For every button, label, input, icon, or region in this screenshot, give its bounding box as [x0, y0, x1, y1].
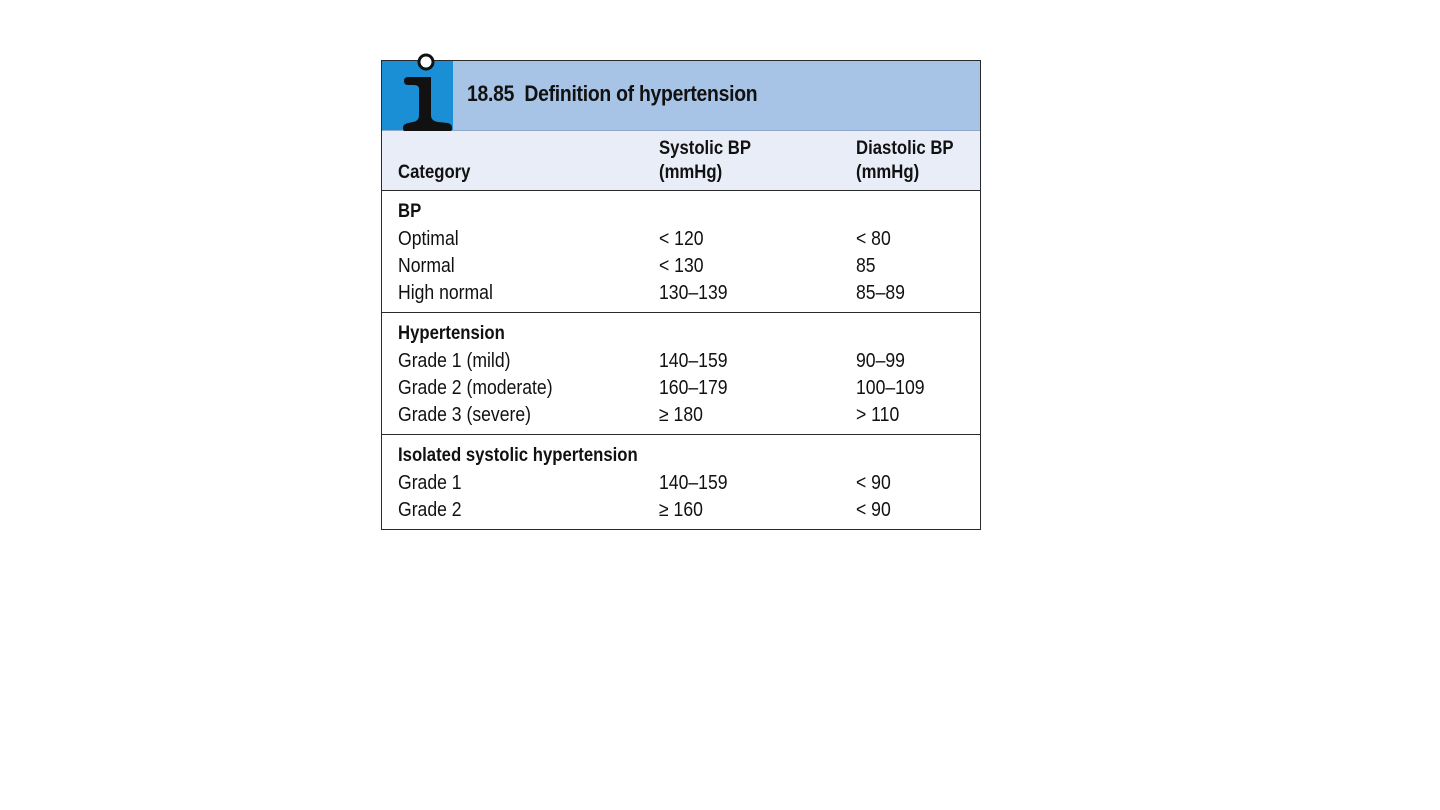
table-row [382, 496, 980, 523]
cell-category: Grade 2 [398, 499, 462, 521]
section-title: BP [398, 201, 422, 222]
box-title-bar [382, 61, 980, 131]
table-row [382, 225, 980, 252]
header-diastolic-line2: (mmHg) [856, 162, 920, 183]
section-bp [382, 191, 980, 312]
header-systolic-line2: (mmHg) [659, 162, 723, 183]
cell-systolic: 140–159 [659, 472, 728, 494]
cell-category: Grade 2 (moderate) [398, 377, 553, 399]
cell-diastolic: < 90 [856, 499, 891, 521]
cell-category: High normal [398, 282, 493, 304]
table-row [382, 347, 980, 374]
box-title [467, 81, 757, 107]
cell-systolic: 140–159 [659, 350, 728, 372]
header-systolic-line1: Systolic BP [659, 138, 752, 159]
table-row [382, 252, 980, 279]
cell-category: Optimal [398, 228, 459, 250]
cell-category: Grade 1 [398, 472, 462, 494]
cell-diastolic: 85–89 [856, 282, 905, 304]
info-icon-block [382, 61, 453, 130]
cell-diastolic: 85 [856, 255, 876, 277]
table-row [382, 469, 980, 496]
table-header-row [382, 131, 980, 191]
info-icon [382, 53, 453, 133]
cell-systolic: 160–179 [659, 377, 728, 399]
section-title-row [382, 198, 980, 225]
cell-diastolic: < 90 [856, 472, 891, 494]
info-box [381, 60, 981, 530]
header-diastolic [856, 137, 954, 185]
cell-systolic: < 120 [659, 228, 704, 250]
cell-systolic: 130–139 [659, 282, 728, 304]
box-number: 18.85 [467, 81, 515, 106]
cell-category: Grade 1 (mild) [398, 350, 511, 372]
header-diastolic-line1: Diastolic BP [856, 138, 954, 159]
cell-systolic: ≥ 160 [659, 499, 703, 521]
cell-systolic: < 130 [659, 255, 704, 277]
section-title-row [382, 442, 980, 469]
header-systolic [659, 137, 751, 185]
cell-category: Grade 3 (severe) [398, 404, 532, 426]
cell-diastolic: > 110 [856, 404, 900, 426]
table-row [382, 401, 980, 428]
cell-diastolic: 90–99 [856, 350, 905, 372]
box-title-text: Definition of hypertension [524, 81, 758, 106]
cell-diastolic: 100–109 [856, 377, 925, 399]
table-row [382, 279, 980, 306]
cell-diastolic: < 80 [856, 228, 891, 250]
section-isolated-systolic [382, 434, 980, 529]
section-title: Isolated systolic hypertension [398, 445, 638, 466]
section-hypertension [382, 312, 980, 434]
cell-category: Normal [398, 255, 455, 277]
cell-systolic: ≥ 180 [659, 404, 703, 426]
section-title: Hypertension [398, 323, 505, 344]
section-title-row [382, 320, 980, 347]
header-category: Category [398, 162, 471, 183]
table-row [382, 374, 980, 401]
